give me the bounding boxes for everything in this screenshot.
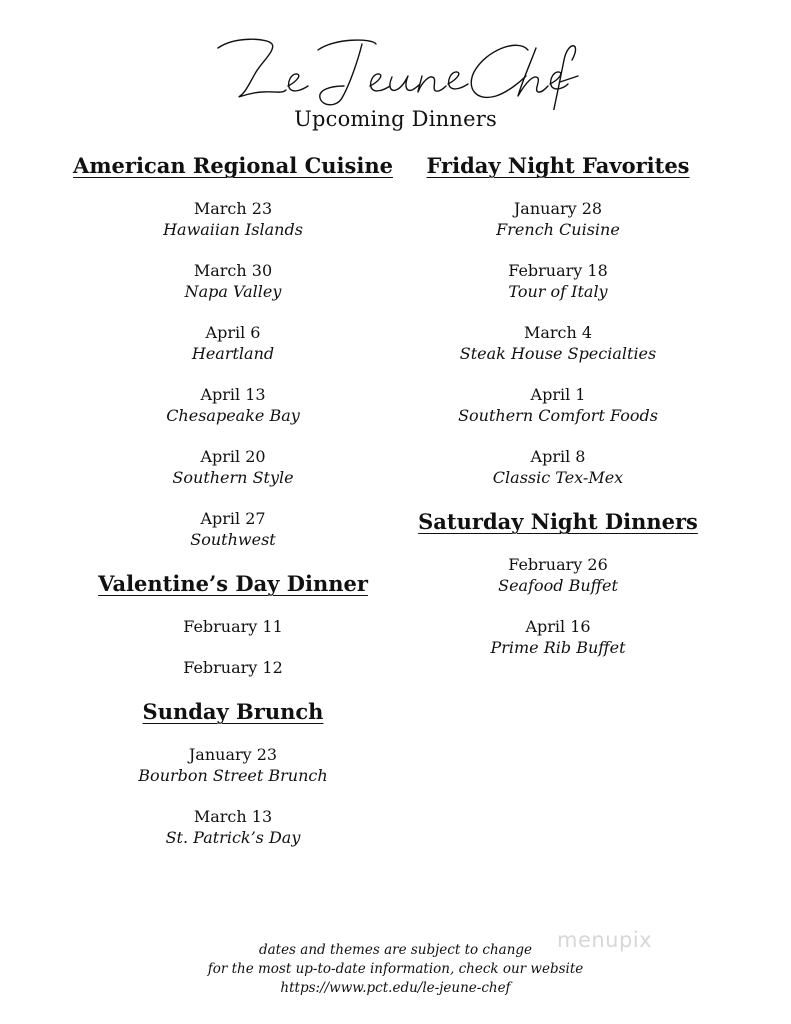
section-saturday-night-dinners — [368, 508, 748, 658]
event-item — [43, 806, 423, 848]
event-list — [43, 744, 423, 848]
event-theme: Prime Rib Buffet — [490, 638, 626, 657]
event-date: February 12 — [183, 658, 283, 677]
event-date: April 8 — [530, 447, 586, 466]
section-title: American Regional Cuisine — [73, 153, 393, 178]
event-theme: Steak House Specialties — [459, 344, 657, 363]
event-list — [368, 198, 748, 488]
event-date: April 1 — [530, 385, 586, 404]
footer-line: dates and themes are subject to change — [258, 942, 533, 958]
event-item — [43, 446, 423, 488]
section-title: Sunday Brunch — [142, 699, 324, 724]
event-theme: Classic Tex-Mex — [492, 468, 624, 487]
event-item — [368, 446, 748, 488]
event-item — [368, 260, 748, 302]
event-theme: Bourbon Street Brunch — [138, 766, 328, 785]
event-item — [43, 744, 423, 786]
event-theme: Heartland — [191, 344, 275, 363]
event-theme: St. Patrick’s Day — [165, 828, 301, 847]
event-list — [368, 554, 748, 658]
event-list — [43, 198, 423, 550]
footer-note — [0, 941, 791, 998]
event-item — [368, 322, 748, 364]
event-date: February 18 — [508, 261, 608, 280]
event-item — [368, 198, 748, 240]
event-date: March 23 — [193, 199, 273, 218]
event-item — [43, 384, 423, 426]
event-theme: Southwest — [190, 530, 276, 549]
event-date: March 13 — [193, 807, 273, 826]
event-theme: Chesapeake Bay — [166, 406, 300, 425]
event-theme: Seafood Buffet — [498, 576, 618, 595]
event-date: April 20 — [200, 447, 266, 466]
event-date: March 30 — [193, 261, 273, 280]
event-item — [43, 322, 423, 364]
event-theme: Tour of Italy — [508, 282, 608, 301]
footer-line: for the most up-to-date information, check our website — [207, 961, 584, 977]
event-item — [43, 260, 423, 302]
script-logo — [0, 20, 791, 110]
event-date: April 13 — [200, 385, 266, 404]
left-column — [43, 152, 423, 868]
section-friday-night-favorites — [368, 152, 748, 488]
event-list — [43, 616, 423, 678]
section-title: Friday Night Favorites — [426, 153, 690, 178]
section-title: Saturday Night Dinners — [418, 509, 698, 534]
event-date: April 27 — [200, 509, 266, 528]
event-item — [368, 384, 748, 426]
page-subtitle: Upcoming Dinners — [294, 107, 497, 131]
event-date: April 6 — [205, 323, 261, 342]
event-item — [43, 616, 423, 637]
event-date: February 11 — [183, 617, 283, 636]
menupix-watermark: menupix — [557, 928, 653, 952]
event-item — [368, 554, 748, 596]
right-column — [368, 152, 748, 678]
event-theme: French Cuisine — [496, 220, 620, 239]
event-theme: Napa Valley — [184, 282, 282, 301]
section-american-regional-cuisine — [43, 152, 423, 550]
event-item — [368, 616, 748, 658]
event-date: February 26 — [508, 555, 608, 574]
website-link[interactable]: https://www.pct.edu/le-jeune-chef — [280, 980, 511, 996]
event-date: January 23 — [188, 745, 278, 764]
event-date: January 28 — [513, 199, 603, 218]
event-theme: Southern Style — [172, 468, 294, 487]
section-valentines-day-dinner — [43, 570, 423, 678]
section-title: Valentine’s Day Dinner — [98, 571, 368, 596]
event-item — [43, 508, 423, 550]
event-item — [43, 198, 423, 240]
section-sunday-brunch — [43, 698, 423, 848]
event-date: April 16 — [525, 617, 591, 636]
event-item — [43, 657, 423, 678]
event-theme: Hawaiian Islands — [163, 220, 303, 239]
event-theme: Southern Comfort Foods — [458, 406, 658, 425]
event-date: March 4 — [523, 323, 593, 342]
